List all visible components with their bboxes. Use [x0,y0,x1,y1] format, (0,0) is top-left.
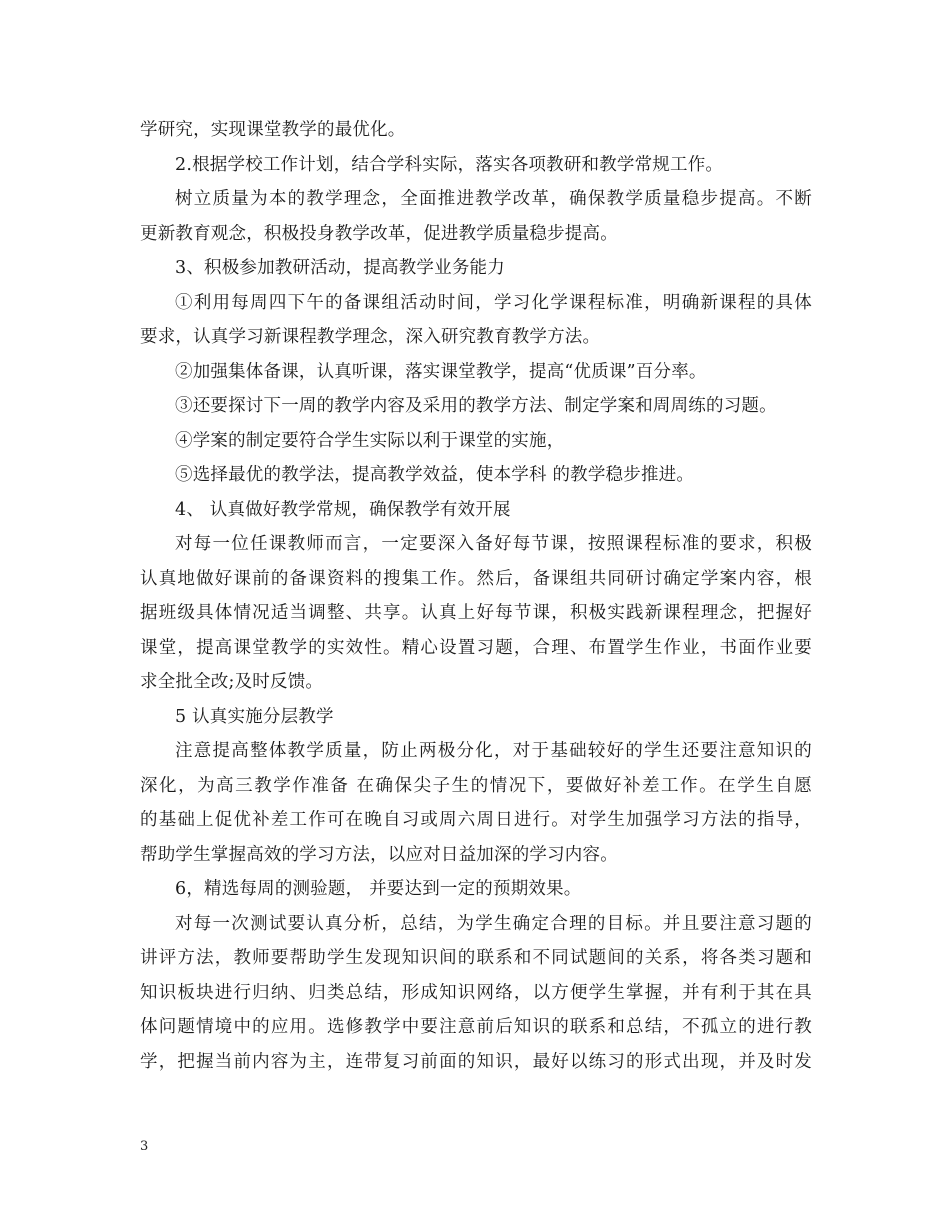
text-line: 据班级具体情况适当调整、共享。认真上好每节课，积极实践新课程理念，把握好 [140,603,812,623]
text-line: 学研究，实现课堂教学的最优化。 [140,120,406,140]
text-line: 6，精选每周的测验题， 并要达到一定的预期效果。 [175,879,582,899]
page-number: 3 [140,1139,149,1154]
text-line: 5 认真实施分层教学 [175,706,334,727]
text-line: 对每一次测试要认真分析，总结，为学生确定合理的目标。并且要注意习题的 [175,913,812,934]
text-line: 认真地做好课前的备课资料的搜集工作。然后，备课组共同研讨确定学案内容，根 [140,568,812,589]
text-line: ①利用每周四下午的备课组活动时间，学习化学课程标准，明确新课程的具体 [175,292,812,313]
text-line: 对每一位任课教师而言，一定要深入备好每节课，按照课程标准的要求，积极 [175,534,812,554]
text-line: 3、积极参加教研活动，提高教学业务能力 [175,258,505,278]
text-line: ③还要探讨下一周的教学内容及采用的教学方法、制定学案和周周练的习题。 [175,396,777,416]
text-line: 4、 认真做好教学常规，确保教学有效开展 [175,499,511,520]
text-line: ⑤选择最优的教学法，提高教学效益，使本学科 的教学稳步推进。 [175,465,695,485]
text-line: ②加强集体备课，认真听课，落实课堂教学，提高“优质课”百分率。 [175,361,707,382]
document-body [140,113,812,1079]
text-line: 2.根据学校工作计划，结合学科实际，落实各项教研和教学常规工作。 [175,154,724,175]
text-line: 深化，为高三教学作准备 在确保尖子生的情况下，要做好补差工作。在学生自愿 [140,775,812,796]
text-line: 注意提高整体教学质量，防止两极分化，对于基础较好的学生还要注意知识的 [175,741,812,761]
text-line: 求全批全改;及时反馈。 [140,672,324,692]
text-line: 体问题情境中的应用。选修教学中要注意前后知识的联系和总结，不孤立的进行教 [140,1017,812,1037]
text-line: 知识板块进行归纳、归类总结，形成知识网络，以方便学生掌握，并有利于其在具 [140,982,812,1003]
text-line: 帮助学生掌握高效的学习方法，以应对日益加深的学习内容。 [140,844,618,865]
text-line: ④学案的制定要符合学生实际以利于课堂的实施， [175,430,565,451]
text-line: 树立质量为本的教学理念，全面推进教学改革，确保教学质量稳步提高。不断 [175,189,812,209]
text-line: 要求，认真学习新课程教学理念，深入研究教育教学方法。 [140,327,601,347]
text-line: 讲评方法，教师要帮助学生发现知识间的联系和不同试题间的关系，将各类习题和 [140,948,812,968]
text-line: 课堂，提高课堂教学的实效性。精心设置习题，合理、布置学生作业，书面作业要 [140,637,812,658]
text-line: 更新教育观念，积极投身教学改革，促进教学质量稳步提高。 [140,223,618,244]
text-line: 学，把握当前内容为主，连带复习前面的知识，最好以练习的形式出现，并及时发 [140,1051,812,1072]
text-line: 的基础上促优补差工作可在晚自习或周六周日进行。对学生加强学习方法的指导， [140,810,812,830]
